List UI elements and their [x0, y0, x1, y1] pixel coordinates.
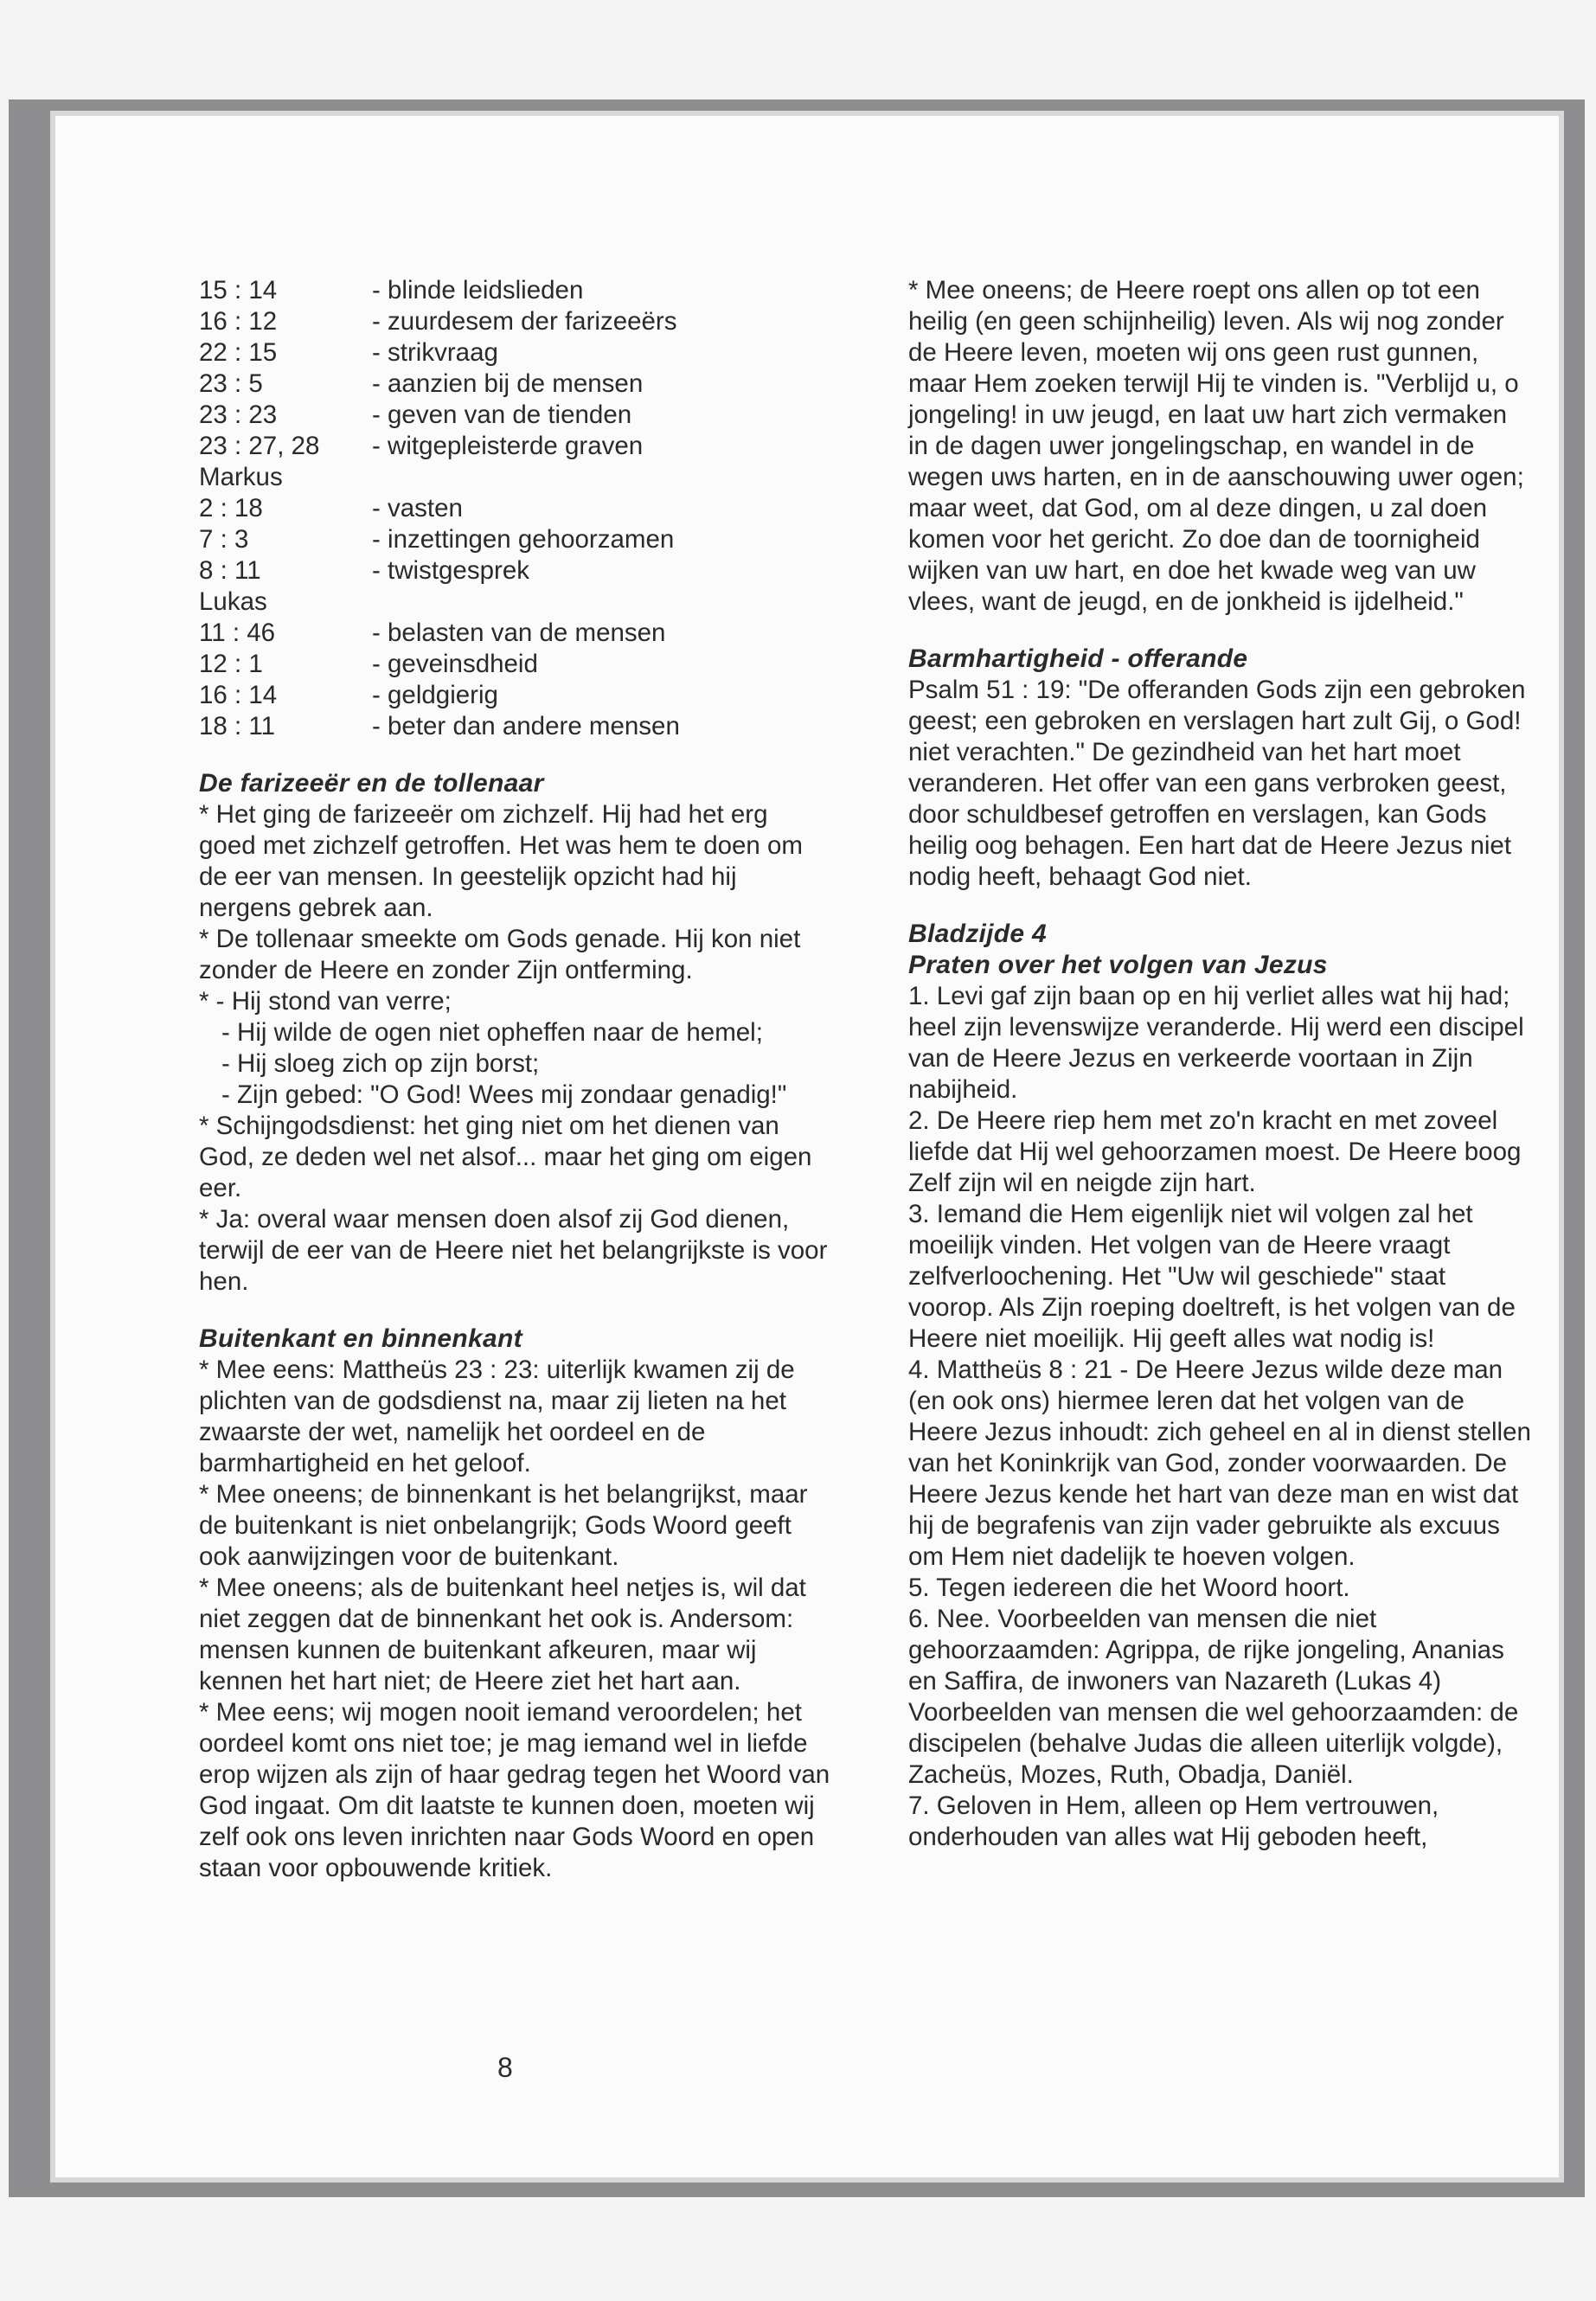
paragraph: * Ja: overal waar mensen doen alsof zij God dienen, terwijl de eer van de Heere niet het belangrijkste is voor hen. [199, 1205, 828, 1296]
reference-row [199, 400, 830, 431]
reference-verse: 2 : 18 [199, 494, 263, 522]
paragraph: * - Hij stond van verre; [199, 987, 452, 1016]
right-column [908, 275, 1531, 1853]
heading-bladzijde-4: Bladzijde 4 [908, 920, 1048, 948]
reference-verse: 22 : 15 [199, 338, 278, 367]
page-number: 8 [497, 2052, 513, 2083]
reference-row [199, 306, 830, 337]
section-farizeeer-tollenaar [199, 799, 830, 1298]
reference-row [199, 680, 830, 711]
reference-row [199, 649, 830, 680]
markus-label: Markus [199, 463, 283, 491]
paragraph: 1. Levi gaf zijn baan op en hij verliet alles wat hij had; heel zijn levenswijze veranderde. Hij werd een discipel van de Heere Jezus en verkeerde voortaan in Zijn nabijheid. [908, 982, 1524, 1104]
reference-verse: 16 : 12 [199, 307, 278, 336]
heading-praten-volgen: Praten over het volgen van Jezus [908, 951, 1328, 979]
paragraph: * Mee eens; wij mogen nooit iemand veroordelen; het oordeel komt ons niet toe; je mag iemand wel in liefde erop wijzen als zijn of haar gedrag tegen het Woord van God ingaat. Om dit laatste te kunnen doen, moeten wij zelf ook ons leven inrichten naar Gods Woord en open staan voor opbouwende kritiek. [199, 1698, 830, 1882]
reference-description: - aanzien bij de mensen [372, 369, 644, 398]
reference-description: - witgepleisterde graven [372, 432, 644, 460]
paragraph: 5. Tegen iedereen die het Woord hoort. [908, 1574, 1350, 1602]
reference-verse: 12 : 1 [199, 650, 263, 678]
reference-verse: 23 : 27, 28 [199, 432, 320, 460]
reference-list-markus [199, 493, 830, 586]
reference-row [199, 555, 830, 586]
reference-row [199, 524, 830, 555]
reference-description: - geldgierig [372, 681, 498, 709]
reference-list-mattheus [199, 275, 830, 462]
reference-verse: 23 : 23 [199, 401, 278, 429]
reference-description: - geveinsdheid [372, 650, 538, 678]
reference-row [199, 618, 830, 649]
numbered-answers [908, 981, 1531, 1853]
reference-verse: 18 : 11 [199, 712, 276, 740]
reference-verse: 8 : 11 [199, 556, 261, 585]
reference-description: - strikvraag [372, 338, 498, 367]
heading-buitenkant-binnenkant: Buitenkant en binnenkant [199, 1324, 522, 1353]
left-column [199, 275, 830, 1884]
paragraph: 7. Geloven in Hem, alleen op Hem vertrouwen, onderhouden van alles wat Hij geboden heeft, [908, 1791, 1439, 1851]
paragraph: 3. Iemand die Hem eigenlijk niet wil volgen zal het moeilijk vinden. Het volgen van de Heere vraagt zelfverloochening. Het "Uw wil geschiede" staat voorop. Als Zijn roeping doeltreft, is het volgen van de Heere niet moeilijk. Hij geeft alles wat nodig is! [908, 1200, 1516, 1353]
reference-description: - blinde leidslieden [372, 276, 584, 304]
reference-row [199, 275, 830, 306]
paragraph: * Mee oneens; als de buitenkant heel netjes is, wil dat niet zeggen dat de binnenkant het ook is. Andersom: mensen kunnen de buitenkant afkeuren, maar wij kennen het hart niet; de Heere ziet het hart aan. [199, 1574, 806, 1695]
reference-row [199, 369, 830, 400]
paragraph: - Hij sloeg zich op zijn borst; [221, 1049, 540, 1078]
lukas-label: Lukas [199, 587, 267, 616]
reference-description: - beter dan andere mensen [372, 712, 680, 740]
reference-verse: 11 : 46 [199, 619, 276, 647]
reference-verse: 23 : 5 [199, 369, 263, 398]
reference-row [199, 431, 830, 462]
paragraph: * Mee eens: Mattheüs 23 : 23: uiterlijk kwamen zij de plichten van de godsdienst na, maar zij lieten na het zwaarste der wet, namelijk het oordeel en de barmhartigheid en het geloof. [199, 1356, 795, 1477]
paragraph: - Hij wilde de ogen niet opheffen naar de hemel; [221, 1018, 763, 1047]
reference-verse: 15 : 14 [199, 276, 278, 304]
paragraph: * Schijngodsdienst: het ging niet om het dienen van God, ze deden wel net alsof... maar het ging om eigen eer. [199, 1112, 812, 1202]
reference-description: - inzettingen gehoorzamen [372, 525, 675, 554]
reference-row [199, 711, 830, 742]
paragraph: - Zijn gebed: "O God! Wees mij zondaar genadig!" [221, 1080, 787, 1109]
reference-row [199, 337, 830, 369]
reference-description: - zuurdesem der farizeeërs [372, 307, 677, 336]
reference-description: - belasten van de mensen [372, 619, 666, 647]
heading-farizeeer-tollenaar: De farizeeër en de tollenaar [199, 769, 544, 798]
barmhartigheid-paragraph: Psalm 51 : 19: "De offeranden Gods zijn een gebroken geest; een gebroken en verslagen hart zult Gij, o God! niet verachten." De gezindheid van het hart moet veranderen. Het offer van een gans verbroken geest, door schuldbesef getroffen en verslagen, kan Gods heilig oog behagen. Een hart dat de Heere Jezus niet nodig heeft, behaagt God niet. [908, 676, 1526, 891]
reference-verse: 7 : 3 [199, 525, 249, 554]
reference-description: - twistgesprek [372, 556, 529, 585]
reference-description: - geven van de tienden [372, 401, 632, 429]
reference-description: - vasten [372, 494, 463, 522]
paragraph: * Mee oneens; de binnenkant is het belangrijkst, maar de buitenkant is niet onbelangrijk; Gods Woord geeft ook aanwijzingen voor de buitenkant. [199, 1480, 808, 1571]
paragraph: 2. De Heere riep hem met zo'n kracht en met zoveel liefde dat Hij wel gehoorzamen moest. De Heere boog Zelf zijn wil en neigde zijn hart. [908, 1106, 1522, 1197]
section-buitenkant-binnenkant [199, 1355, 830, 1884]
reference-list-lukas [199, 618, 830, 742]
paragraph: * Het ging de farizeeër om zichzelf. Hij had het erg goed met zichzelf getroffen. Het was hem te doen om de eer van mensen. In geestelijk opzicht had hij nergens gebrek aan. [199, 800, 804, 922]
intro-paragraph: * Mee oneens; de Heere roept ons allen op tot een heilig (en geen schijnheilig) leven. Als wij nog zonder de Heere leven, moeten wij ons geen rust gunnen, maar Hem zoeken terwijl Hij te vinden is. "Verblijd u, o jongeling! in uw jeugd, en laat uw hart zich vermaken in de dagen uwer jongelingschap, en wandel in de wegen uws harten, en in de aanschouwing uwer ogen; maar weet, dat God, om al deze dingen, u zal doen komen voor het gericht. Zo doe dan de toornigheid wijken van uw hart, en doe het kwade weg van uw vlees, want de jeugd, en de jonkheid is ijdelheid." [908, 276, 1524, 616]
paragraph: * De tollenaar smeekte om Gods genade. Hij kon niet zonder de Heere en zonder Zijn ontferming. [199, 925, 801, 984]
heading-barmhartigheid: Barmhartigheid - offerande [908, 644, 1248, 673]
reference-verse: 16 : 14 [199, 681, 278, 709]
paragraph: 6. Nee. Voorbeelden van mensen die niet gehoorzaamden: Agrippa, de rijke jongeling, Ananias en Saffira, de inwoners van Nazareth (Lukas 4) Voorbeelden van mensen die wel gehoorzaamden: de discipelen (behalve Judas die alleen uiterlijk volgde), Zacheüs, Mozes, Ruth, Obadja, Daniël. [908, 1605, 1519, 1789]
paragraph: 4. Mattheüs 8 : 21 - De Heere Jezus wilde deze man (en ook ons) hiermee leren dat het volgen van de Heere Jezus inhoudt: zich geheel en al in dienst stellen van het Koninkrijk van God, zonder voorwaarden. De Heere Jezus kende het hart van deze man en wist dat hij de begrafenis van zijn vader gebruikte als excuus om Hem niet dadelijk te hoeven volgen. [908, 1356, 1531, 1571]
reference-row [199, 493, 830, 524]
